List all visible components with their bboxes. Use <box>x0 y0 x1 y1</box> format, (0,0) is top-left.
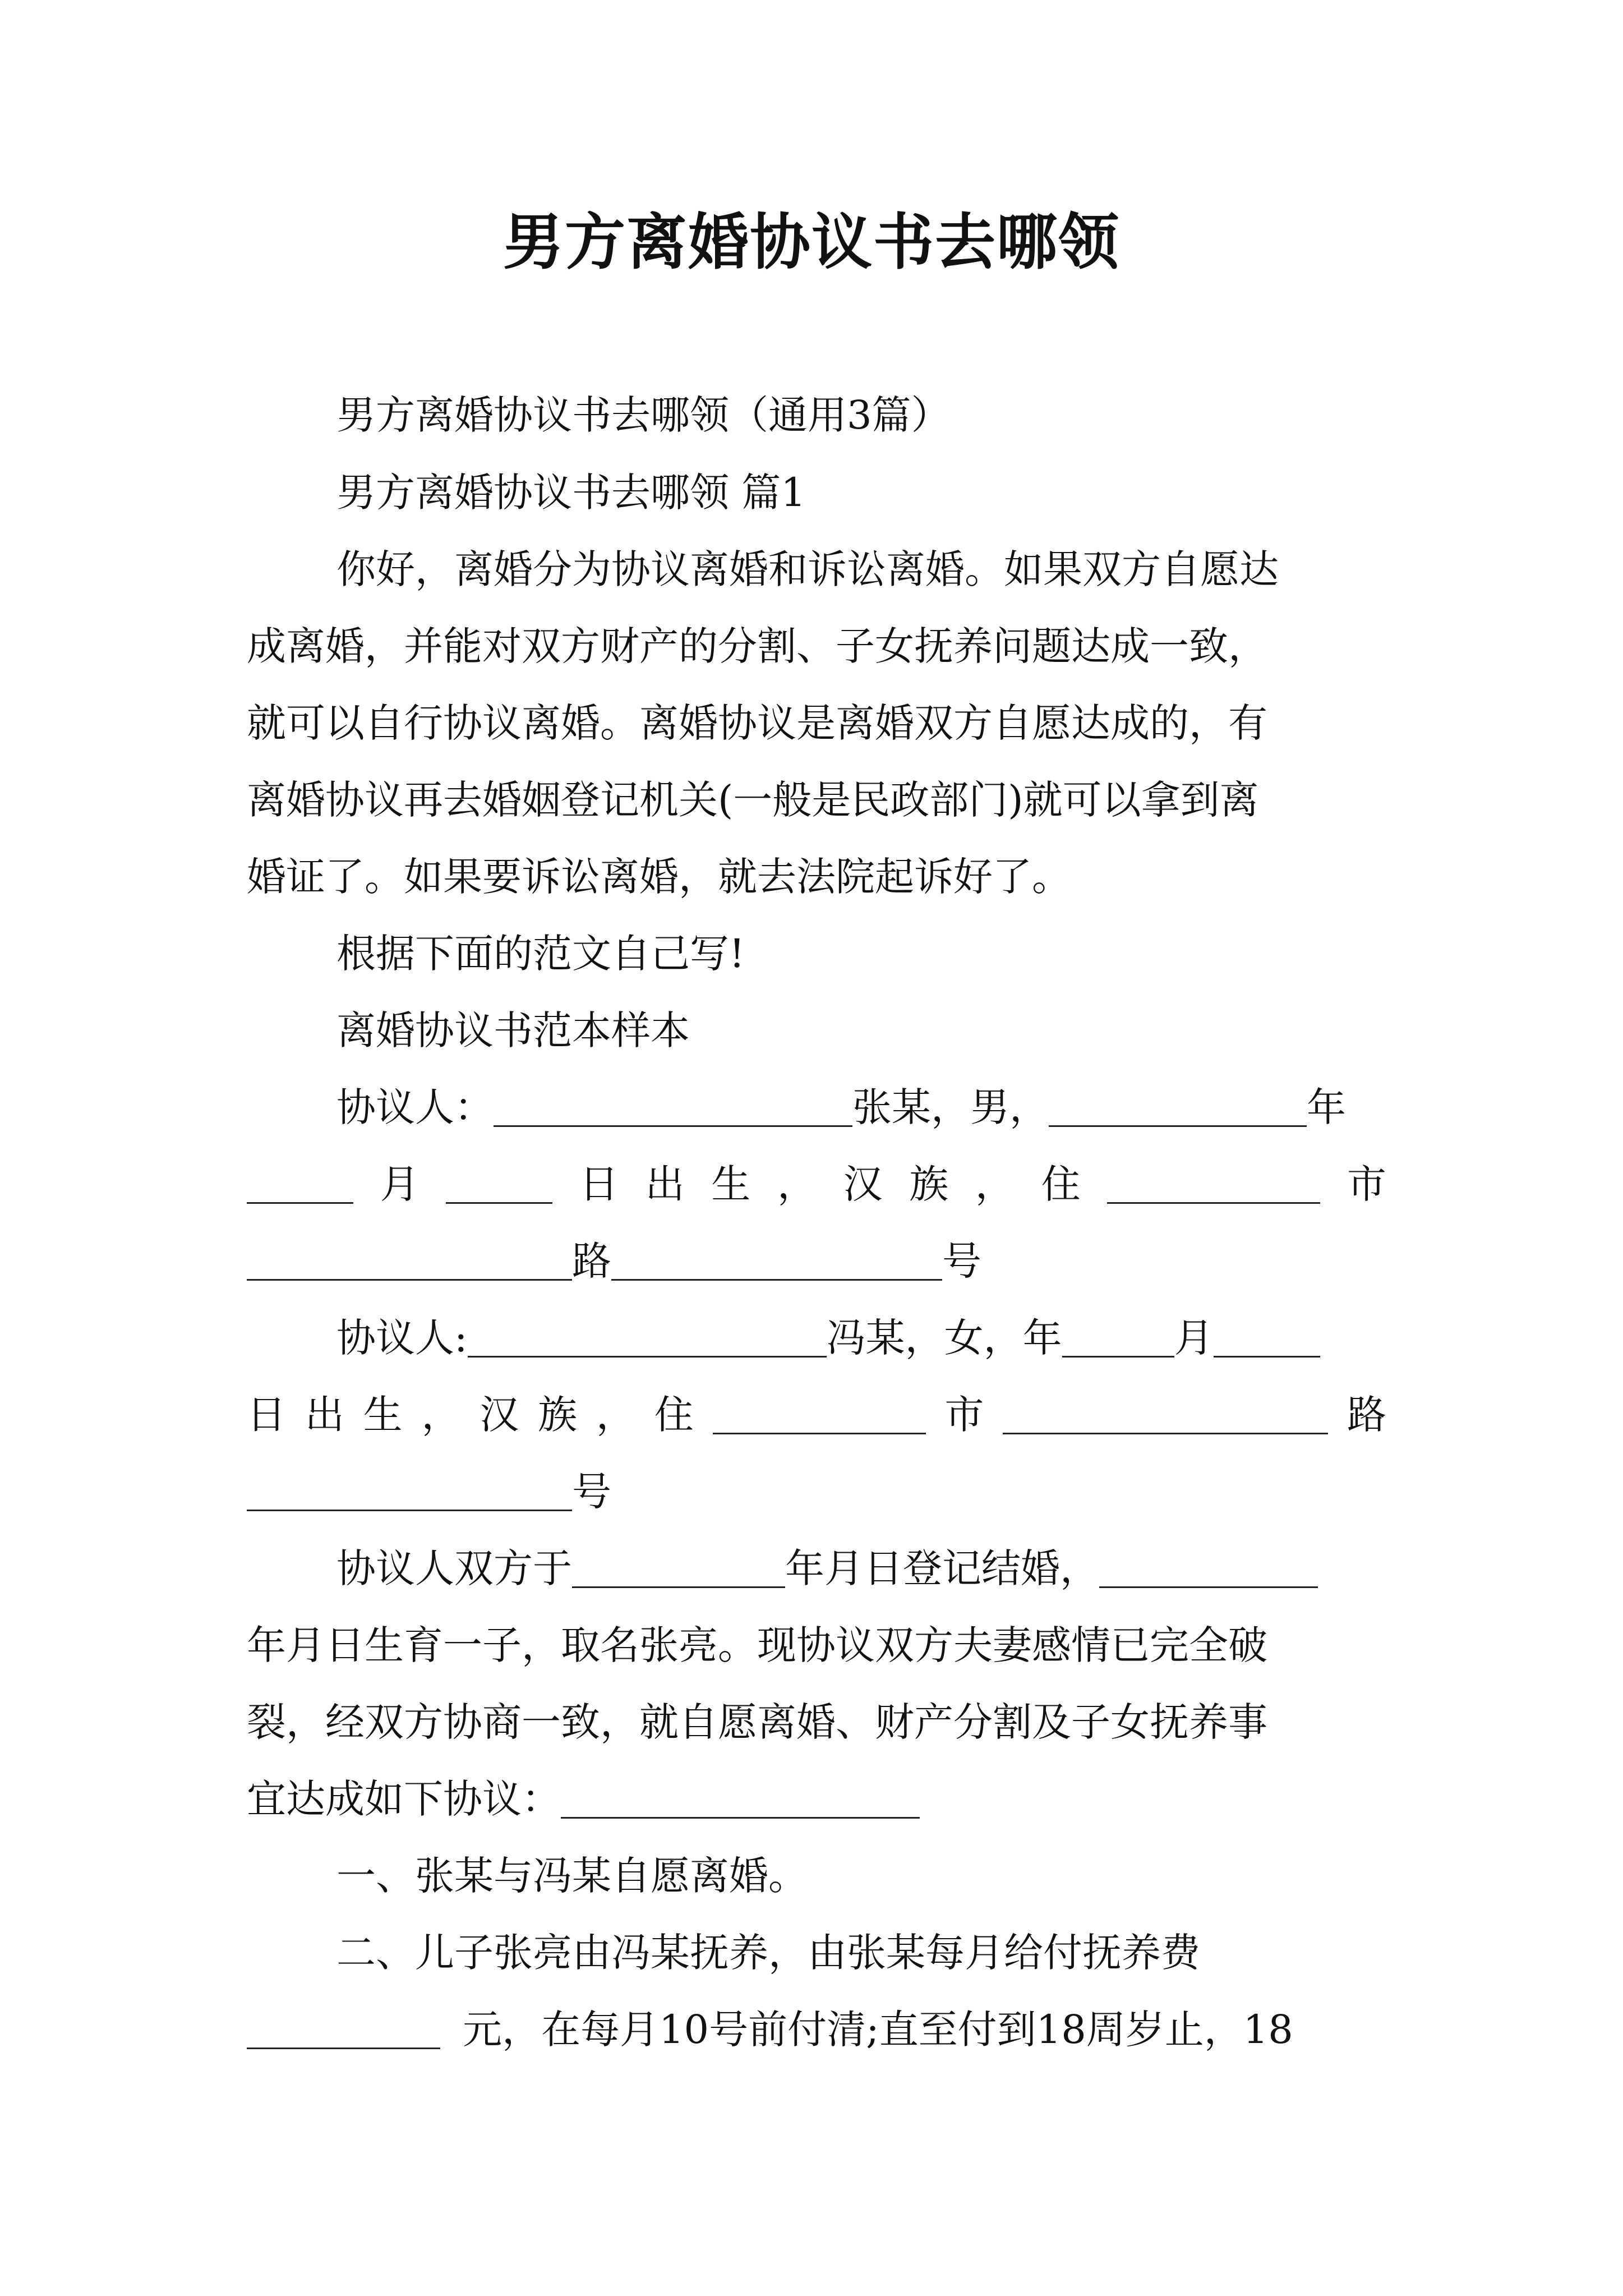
blank-field <box>468 1319 827 1358</box>
text-char: 族 <box>909 1161 949 1207</box>
text-char: 日 <box>247 1392 286 1438</box>
party-two-line <box>336 1315 1320 1361</box>
text-char: 号 <box>942 1238 981 1284</box>
paragraph-line: 年月日生育一子，取名张亮。现协议双方夫妻感情已完全破 <box>247 1622 1267 1668</box>
paragraph-line: 裂，经双方协商一致，就自愿离婚、财产分割及子女抚养事 <box>247 1699 1267 1745</box>
blank-field <box>446 1165 552 1204</box>
text-char: ， <box>596 1392 635 1438</box>
blank-field <box>1062 1319 1174 1358</box>
paragraph-line: 根据下面的范文自己写! <box>336 931 745 977</box>
text-char: 月 <box>380 1161 419 1207</box>
party-one-line-2 <box>247 1161 1386 1207</box>
text-char: 生 <box>711 1161 751 1207</box>
text-char: 出 <box>305 1392 344 1438</box>
text-char: 生 <box>363 1392 403 1438</box>
text-char: 出 <box>645 1161 685 1207</box>
blank-field <box>1107 1165 1320 1204</box>
text-char: 族 <box>538 1392 578 1438</box>
party-one-line-3 <box>247 1238 981 1284</box>
party-label: 协议人： <box>336 1084 494 1130</box>
blank-field <box>247 1473 572 1511</box>
blank-field <box>1049 1088 1307 1127</box>
text-char: 汉 <box>479 1392 519 1438</box>
paragraph-line: 离婚协议书范本样本 <box>336 1007 690 1053</box>
blank-field <box>247 1165 353 1204</box>
text-char: 月 <box>1174 1315 1214 1361</box>
paragraph-line: 你好，离婚分为协议离婚和诉讼离婚。如果双方自愿达 <box>336 546 1279 592</box>
party-two-line-3 <box>247 1469 611 1515</box>
text-char: 住 <box>654 1392 694 1438</box>
blank-field <box>572 1549 785 1588</box>
text-run: 宜达成如下协议： <box>247 1776 561 1822</box>
text-run: 年月日登记结婚， <box>785 1545 1099 1591</box>
text-char: 日 <box>579 1161 619 1207</box>
paragraph-line: 婚证了。如果要诉讼离婚，就去法院起诉好了。 <box>247 854 1071 900</box>
text-run: 元，在每月10号前付清;直至付到18周岁止，18 <box>463 2007 1293 2053</box>
party-info: 年 <box>1307 1084 1346 1130</box>
subtitle-line: 男方离婚协议书去哪领（通用3篇） <box>336 392 951 438</box>
party-info: 冯某，女，年 <box>826 1315 1062 1361</box>
text-char: 住 <box>1041 1161 1081 1207</box>
text-char: 路 <box>1347 1392 1386 1438</box>
blank-field <box>713 1396 926 1434</box>
paragraph-line: 离婚协议再去婚姻登记机关(一般是民政部门)就可以拿到离 <box>247 777 1259 823</box>
section-heading: 男方离婚协议书去哪领 篇1 <box>336 470 806 516</box>
party-info: 张某，男， <box>852 1084 1049 1130</box>
blank-field <box>1003 1396 1328 1434</box>
blank-field <box>611 1242 942 1281</box>
page-title: 男方离婚协议书去哪领 <box>502 207 1120 278</box>
agreement-line <box>336 1545 1318 1591</box>
blank-field <box>1099 1549 1318 1588</box>
paragraph-line: 就可以自行协议离婚。离婚协议是离婚双方自愿达成的，有 <box>247 700 1267 746</box>
text-char: 汉 <box>843 1161 883 1207</box>
text-char: ， <box>777 1161 817 1207</box>
blank-field <box>1214 1319 1320 1358</box>
party-two-line-2 <box>247 1392 1386 1438</box>
paragraph-line: 成离婚，并能对双方财产的分割、子女抚养问题达成一致， <box>247 623 1267 669</box>
text-char: 路 <box>572 1238 611 1284</box>
text-char: ， <box>421 1392 461 1438</box>
text-run: 协议人双方于 <box>336 1545 572 1591</box>
text-char: 市 <box>1347 1161 1386 1207</box>
blank-field <box>247 1242 572 1281</box>
text-char: ， <box>975 1161 1015 1207</box>
blank-field <box>247 2010 440 2049</box>
party-one-line <box>336 1084 1346 1130</box>
clause-1: 一、张某与冯某自愿离婚。 <box>336 1853 808 1899</box>
blank-field <box>494 1088 852 1127</box>
agreement-line-end <box>247 1776 920 1822</box>
clause-2: 二、儿子张亮由冯某抚养，由张某每月给付抚养费 <box>336 1930 1200 1976</box>
clause-2-cont <box>247 2007 1293 2053</box>
party-label: 协议人: <box>336 1315 468 1361</box>
blank-field <box>561 1780 920 1819</box>
text-char: 市 <box>944 1392 984 1438</box>
text-char: 号 <box>572 1469 611 1515</box>
